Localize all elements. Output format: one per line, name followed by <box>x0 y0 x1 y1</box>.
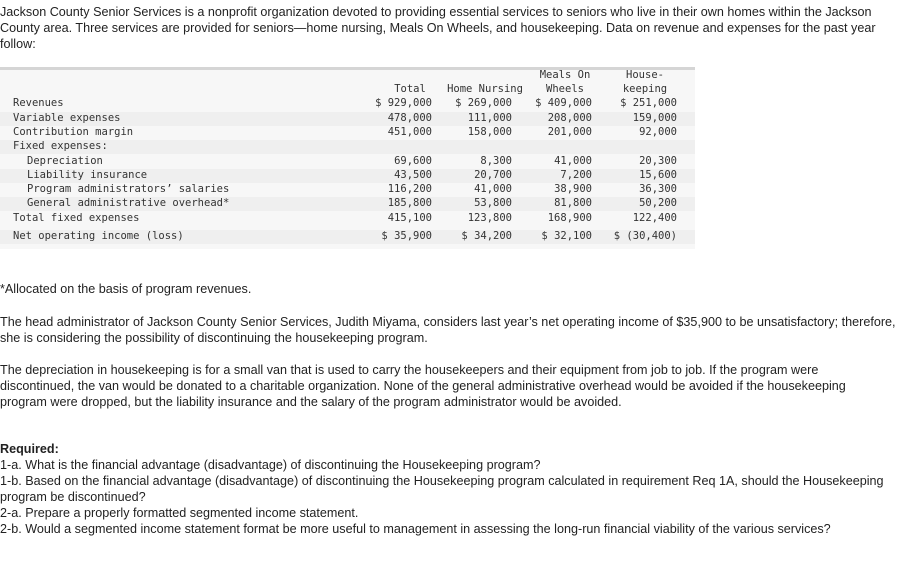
table-row <box>0 212 695 226</box>
cell-housekeeping: 159,000 <box>632 112 677 124</box>
required-title: Required: <box>0 442 59 456</box>
row-label: Net operating income (loss) <box>13 230 184 242</box>
cell-home-nursing: $ 34,200 <box>461 230 512 242</box>
cell-home-nursing: 123,800 <box>467 212 512 224</box>
header-home-nursing: Home Nursing <box>447 83 523 95</box>
cell-home-nursing: 41,000 <box>474 183 512 195</box>
footnote: *Allocated on the basis of program revenues. <box>0 282 252 296</box>
required-item-2b: 2-b. Would a segmented income statement format be more useful to management in assessing the long-run financial viability of the various services? <box>0 522 831 536</box>
cell-meals-on-wheels: 41,000 <box>554 155 592 167</box>
cell-total: $ 35,900 <box>381 230 432 242</box>
cell-home-nursing: 53,800 <box>474 197 512 209</box>
required-item-1a: 1-a. What is the financial advantage (disadvantage) of discontinuing the Housekeeping program? <box>0 458 541 472</box>
cell-total: 478,000 <box>387 112 432 124</box>
table-row <box>0 197 695 211</box>
table-row <box>0 140 695 154</box>
cell-home-nursing: 111,000 <box>467 112 512 124</box>
paragraph-administrator: The head administrator of Jackson County Senior Services, Judith Miyama, considers last year’s net operating income of $35,900 to be unsatisfactory; therefore, she is considering the possibility of discontinuing the housekeeping program. <box>0 315 896 345</box>
cell-meals-on-wheels: 7,200 <box>560 169 592 181</box>
cell-housekeeping: $ 251,000 <box>620 97 677 109</box>
header-meals-line2: Wheels <box>546 83 584 95</box>
row-label: Contribution margin <box>13 126 134 138</box>
required-item-2a: 2-a. Prepare a properly formatted segmented income statement. <box>0 506 359 520</box>
cell-total: $ 929,000 <box>375 97 432 109</box>
cell-home-nursing: 20,700 <box>474 169 512 181</box>
header-house-line1: House- <box>626 69 664 81</box>
required-section <box>0 441 896 537</box>
intro-paragraph: Jackson County Senior Services is a nonprofit organization devoted to providing essential services to seniors who live in their own homes within the Jackson County area. Three services are provided for seniors—home nursing, Meals On Wheels, and housekeeping. Data on revenue and expenses for the past year follow: <box>0 5 876 51</box>
cell-housekeeping: 122,400 <box>632 212 677 224</box>
table-row <box>0 112 695 126</box>
cell-meals-on-wheels: $ 32,100 <box>541 230 592 242</box>
row-label: Fixed expenses: <box>13 140 108 152</box>
table-row <box>0 230 695 244</box>
cell-meals-on-wheels: 208,000 <box>547 112 592 124</box>
row-label: Total fixed expenses <box>13 212 140 224</box>
row-label: Liability insurance <box>27 169 148 181</box>
table-row <box>0 126 695 140</box>
cell-housekeeping: 15,600 <box>639 169 677 181</box>
cell-home-nursing: 8,300 <box>480 155 512 167</box>
revenue-expense-table <box>0 67 695 249</box>
cell-home-nursing: $ 269,000 <box>455 97 512 109</box>
row-label: Variable expenses <box>13 112 121 124</box>
table-row <box>0 155 695 169</box>
header-house-line2: keeping <box>622 83 668 95</box>
cell-meals-on-wheels: 38,900 <box>554 183 592 195</box>
cell-total: 451,000 <box>387 126 432 138</box>
table-row <box>0 97 695 111</box>
cell-total: 43,500 <box>394 169 432 181</box>
cell-meals-on-wheels: 81,800 <box>554 197 592 209</box>
header-meals-line1: Meals On <box>539 69 591 81</box>
header-total: Total <box>394 83 426 95</box>
table-row <box>0 169 695 183</box>
cell-total: 69,600 <box>394 155 432 167</box>
cell-housekeeping: 50,200 <box>639 197 677 209</box>
cell-total: 116,200 <box>387 183 432 195</box>
row-label: Program administrators’ salaries <box>27 183 230 195</box>
required-item-1b: 1-b. Based on the financial advantage (disadvantage) of discontinuing the Housekeeping program calculated in requirement Req 1A, should the Housekeeping program be discontinued? <box>0 474 884 504</box>
row-label: Depreciation <box>27 155 103 167</box>
cell-total: 415,100 <box>387 212 432 224</box>
cell-total: 185,800 <box>387 197 432 209</box>
table-row <box>0 183 695 197</box>
row-label: Revenues <box>13 97 64 109</box>
cell-meals-on-wheels: 168,900 <box>547 212 592 224</box>
row-label: General administrative overhead* <box>27 197 230 209</box>
cell-housekeeping: 36,300 <box>639 183 677 195</box>
cell-meals-on-wheels: 201,000 <box>547 126 592 138</box>
cell-housekeeping: $ (30,400) <box>613 230 677 242</box>
cell-housekeeping: 20,300 <box>639 155 677 167</box>
cell-meals-on-wheels: $ 409,000 <box>535 97 592 109</box>
cell-housekeeping: 92,000 <box>639 126 677 138</box>
cell-home-nursing: 158,000 <box>467 126 512 138</box>
paragraph-depreciation: The depreciation in housekeeping is for a small van that is used to carry the housekeepers and their equipment from job to job. If the program were discontinued, the van would be donated to a charitable organization. None of the general administrative overhead would be avoided if the housekeeping program were dropped, but the liability insurance and the salary of the program administrator would be avoided. <box>0 363 846 409</box>
